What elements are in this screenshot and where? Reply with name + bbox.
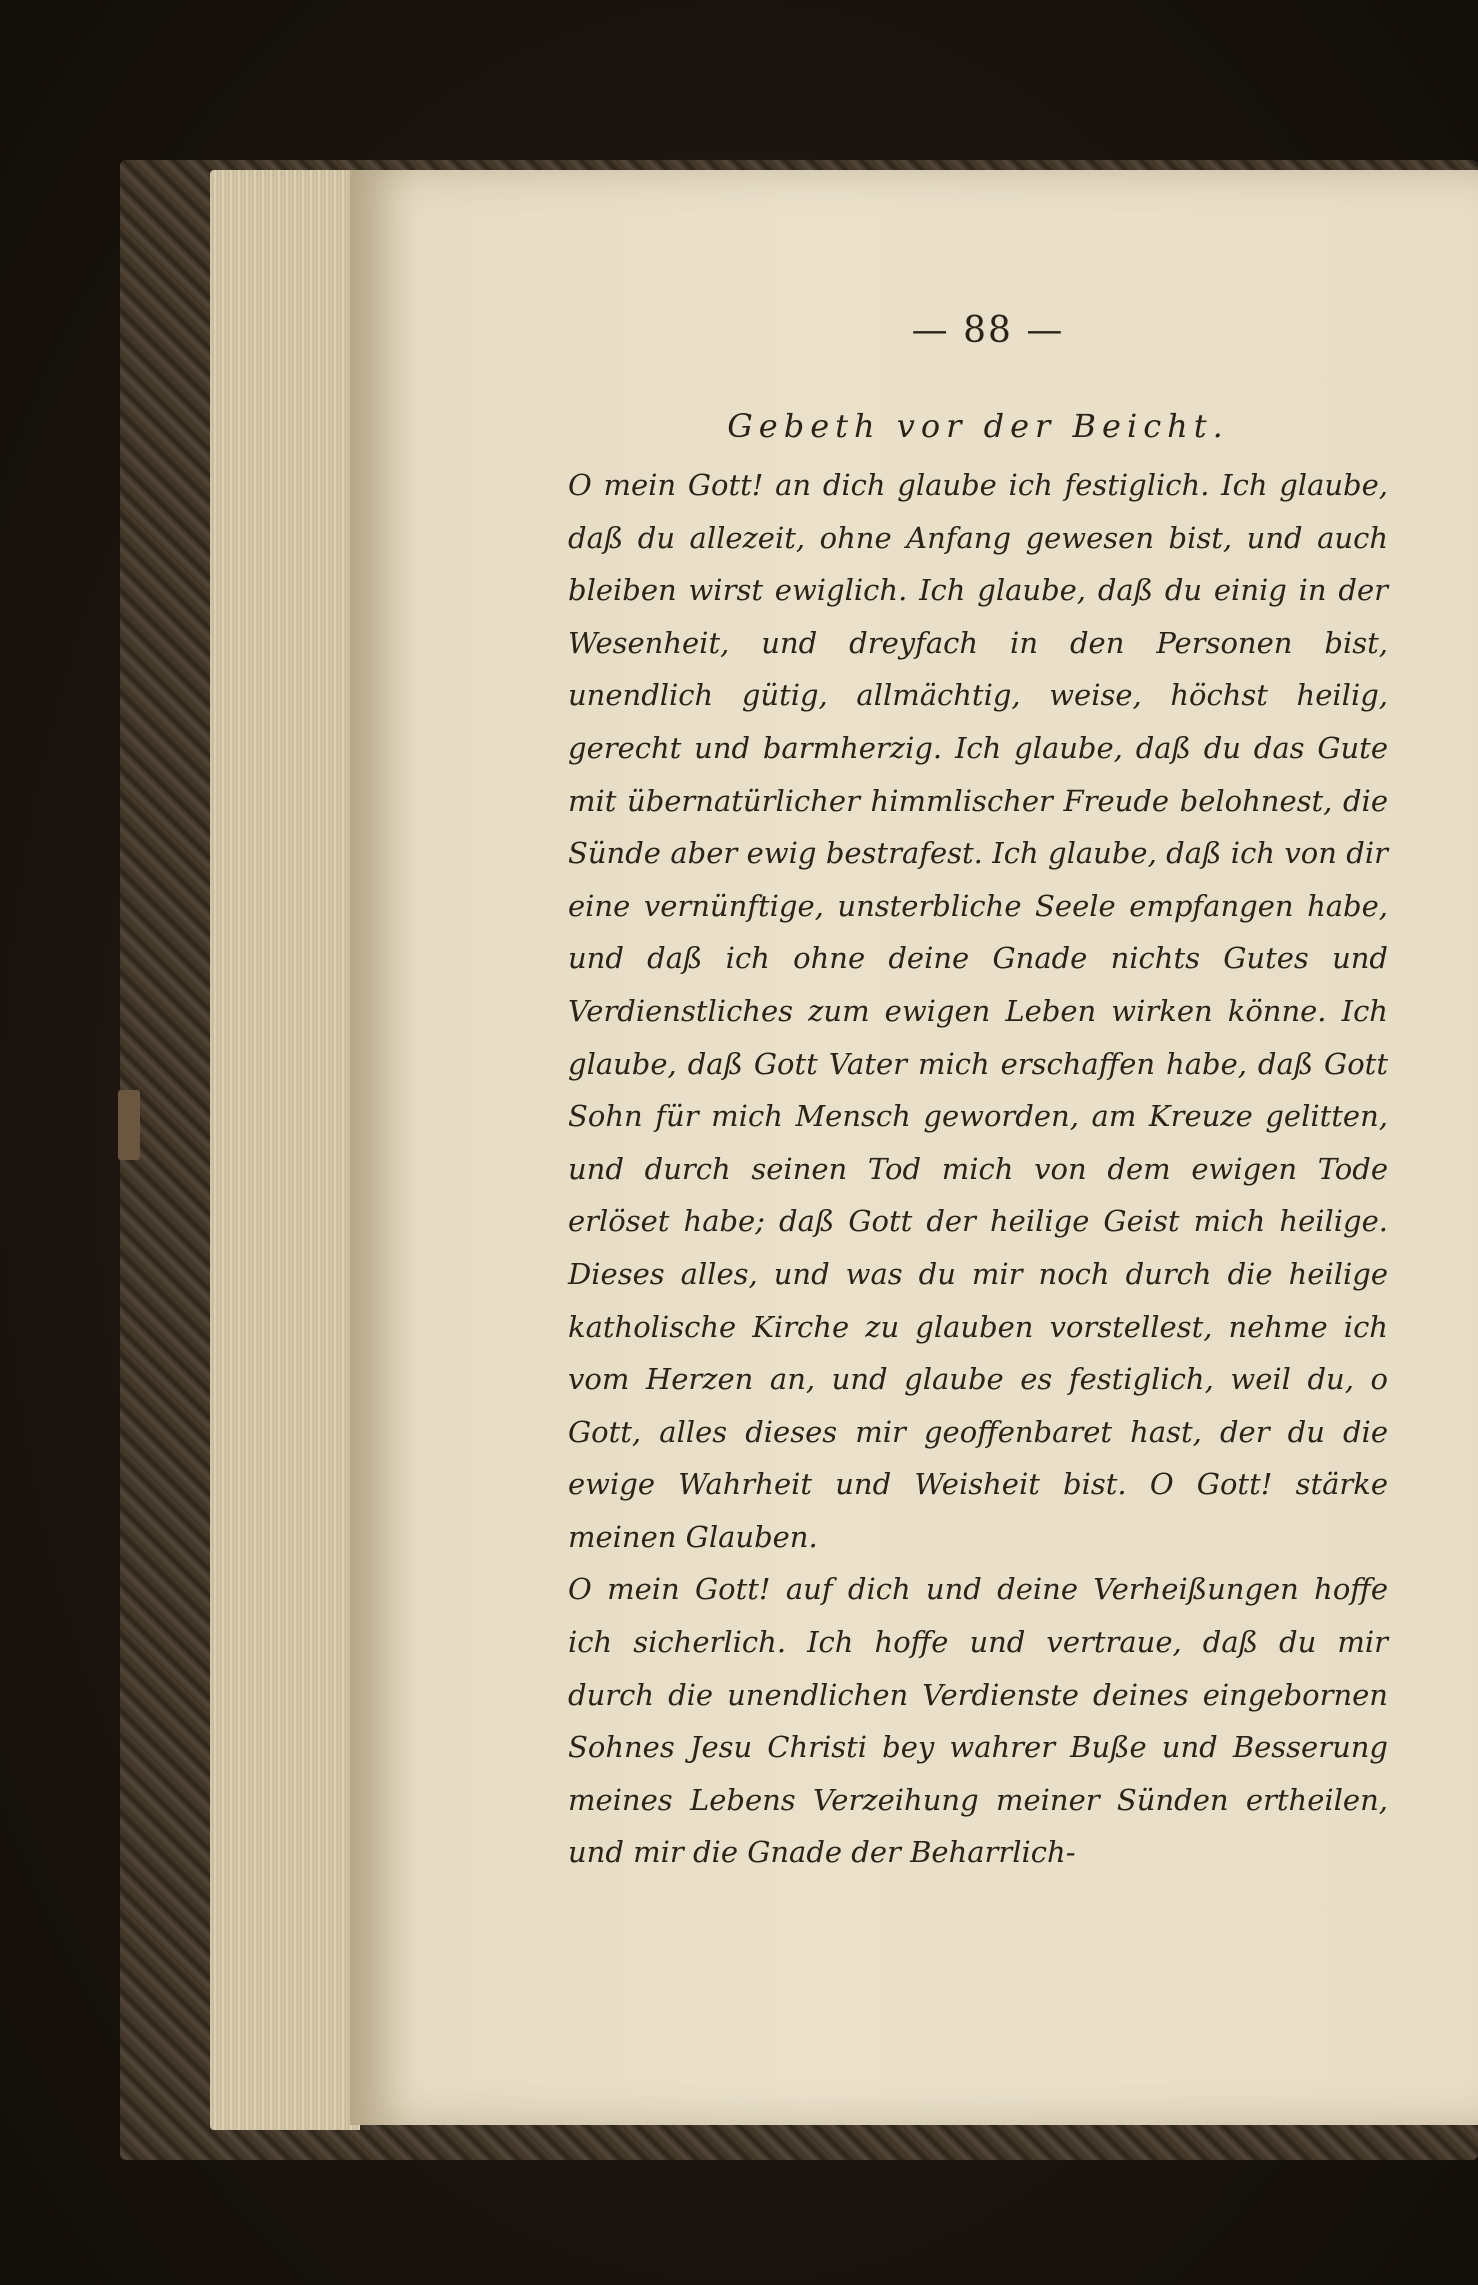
paragraph-faith: O mein Gott! an dich glaube ich festiglich. Ich glaube, daß du allezeit, ohne Anfang gewesen bist, und auch bleiben wirst ewiglich. Ich glaube, daß du einig in der Wesenheit, und dreyfach in den Personen bist, unendlich gütig, allmächtig, weise, höchst heilig, gerecht und barmherzig. Ich glaube, daß du das Gute mit übernatürlicher himmlischer Freude belohnest, die Sünde aber ewig bestrafest. Ich glaube, daß ich von dir eine vernünftige, unsterbliche Seele empfangen habe, und daß ich ohne deine Gnade nichts Gutes und Verdienstliches zum ewigen Leben wirken könne. Ich glaube, daß Gott Vater mich erschaffen habe, daß Gott Sohn für mich Mensch geworden, am Kreuze gelitten, und durch seinen Tod mich von dem ewigen Tode erlöset habe; daß Gott der heilige Geist mich heilige. Dieses alles, und was du mir noch durch die heilige katholische Kirche zu glauben vorstellest, nehme ich vom Herzen an, und glaube es festiglich, weil du, o Gott, alles dieses mir geoffenbaret hast, der du die ewige Wahrheit und Weisheit bist. O Gott! stärke meinen Glauben. [568, 468, 1388, 1554]
page-edges [210, 170, 360, 2130]
book-clasp [118, 1090, 140, 1160]
book-page [350, 170, 1478, 2125]
page-number: — 88 — [911, 310, 1065, 351]
paragraph-hope: O mein Gott! auf dich und deine Verheißungen hoffe ich sicherlich. Ich hoffe und vertraue, daß du mir durch die unendlichen Verdienste deines eingebornen Sohnes Jesu Christi bey wahrer Buße und Besserung meines Lebens Verzeihung meiner Sünden ertheilen, und mir die Gnade der Beharrlich- [568, 1572, 1388, 1870]
prayer-heading: Gebeth vor der Beicht. [727, 407, 1229, 445]
page-content [568, 310, 1388, 1879]
